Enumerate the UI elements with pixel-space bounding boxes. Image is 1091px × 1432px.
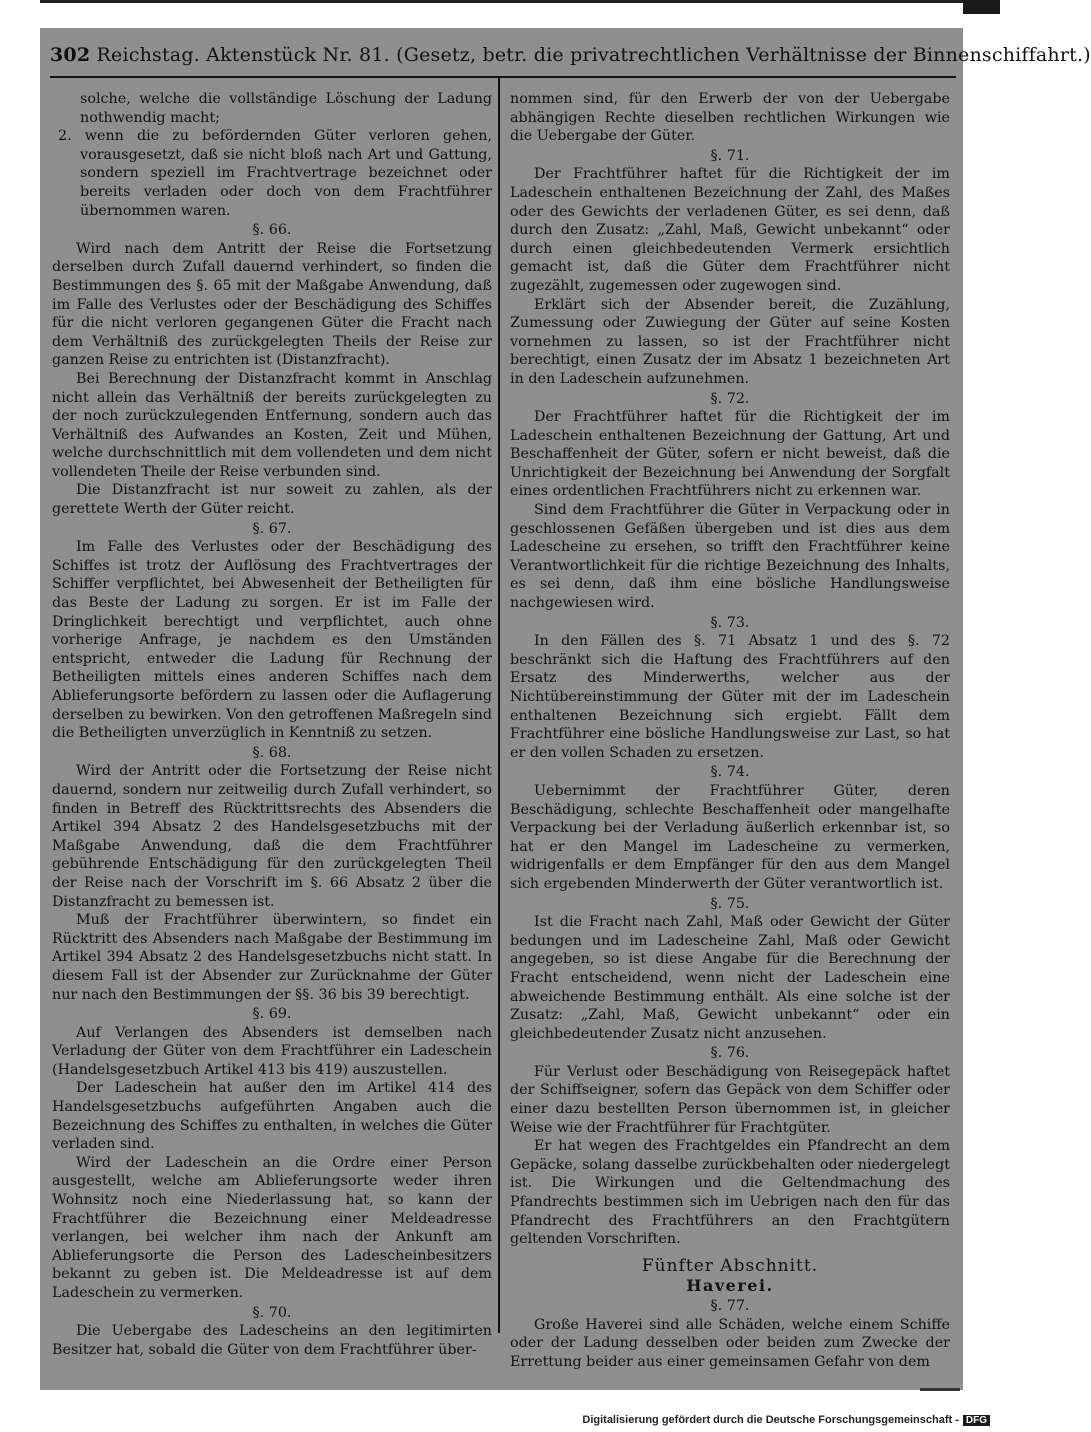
paragraph-text: Erklärt sich der Absender bereit, die Zuzählung, Zumessung oder Zuwiegung der Güter auf seine Kosten vornehmen zu lassen, so ist der Frachtführer nicht berechtigt, einen Zusatz der im Absatz 1 bezeichneten Art in den Ladeschein aufzunehmen. [510,296,950,387]
paragraph-number-77: §. 77. [710,1298,750,1314]
paragraph-text: Große Haverei sind alle Schäden, welche einem Schiffe oder der Ladung desselben oder beiden zum Zwecke der Errettung beider aus einer gemeinsamen Gefahr von dem [510,1316,950,1370]
paragraph-number-76: §. 76. [710,1045,750,1062]
paragraph-text: Er hat wegen des Frachtgeldes ein Pfandrecht an dem Gepäcke, solang dasselbe zurückbehalten oder niedergelegt ist. Die Wirkungen und die Geltendmachung des Pfandrechts bestimmen sich im Uebrigen nach den für das Pfandrecht des Frachtführers an den Frachtgütern geltenden Vorschriften. [510,1138,950,1248]
paragraph-text: Im Falle des Verlustes oder der Beschädigung des Schiffes ist trotz der Auflösung des Frachtvertrages der Schiffer verpflichtet, bei Abwesenheit der Betheiligten für das Beste der Ladung zu sorgen. Er ist im Falle der Dringlichkeit berechtigt und verpflichtet, auch ohne vorherige Anfrage, je nachdem es den Umständen entspricht, entweder die Ladung für Rechnung der Betheiligten mittels eines anderen Schiffes nach dem Ablieferungsorte befördern zu lassen oder die Auflagerung derselben zu bewirken. Von den getroffenen Maßregeln sind die Betheiligten unverzüglich in Kenntniß zu setzen. [52,539,492,742]
paragraph-text: Muß der Frachtführer überwintern, so findet ein Rücktritt des Absenders nach Maßgabe der Bestimmung im Artikel 394 Absatz 2 des Handelsgesetzbuchs nicht statt. In diesem Fall ist der Absender zur Zurücknahme der Güter nur nach den Bestimmungen der §§. 36 bis 39 berechtigt. [52,912,492,1003]
paragraph-number-66: §. 66. [252,222,292,239]
paragraph-text: Die Distanzfracht ist nur soweit zu zahlen, als der gerettete Werth der Güter reicht. [52,482,492,518]
section-subtitle: Haverei. [686,1276,774,1296]
dfg-logo: DFG [963,1415,990,1426]
paragraph-text: Sind dem Frachtführer die Güter in Verpackung oder in geschlossenen Gefäßen übergeben und ist dies aus dem Ladescheine zu ersehen, so trifft den Frachtführer keine Verantwortlichkeit für die richtige Bezeichnung des Inhalts, es sei denn, daß ihm eine bösliche Handlungsweise nachgewiesen wird. [510,502,950,612]
column-rule [498,78,500,1333]
list-item-1-tail: solche, welche die vollständige Löschung der Ladung nothwendig macht; [80,91,492,126]
paragraph-text: Auf Verlangen des Absenders ist demselben nach Verladung der Güter von dem Frachtführer ein Ladeschein (Handelsgesetzbuch Artikel 413 bis 419) auszustellen. [52,1024,492,1078]
paragraph-number-69: §. 69. [252,1006,292,1023]
digitization-credit [0,1414,990,1432]
paragraph-number-70: §. 70. [252,1304,292,1321]
page-number: 302 [50,44,91,66]
page-header [50,44,1091,74]
paragraph-text: Wird der Antritt oder die Fortsetzung der Reise nicht dauernd, sondern nur zeitweilig durch Zufall verhindert, so finden in Betreff des Rücktrittsrechts des Absenders die Artikel 394 Absatz 2 des Handelsgesetzbuchs mit der Maßgabe Anwendung, daß die dem Frachtführer gebührende Entschädigung für den zurückgelegten Theil der Reise nach der Vorschrift im §. 66 Absatz 2 über die Distanzfracht zu bemessen ist. [52,763,492,910]
paragraph-number-74: §. 74. [710,764,750,781]
paragraph-text: Der Frachtführer haftet für die Richtigkeit der im Ladeschein enthaltenen Bezeichnung der Gattung, Art und Beschaffenheit der Güter, sofern er nicht beweist, daß die Unrichtigkeit der Bezeichnung bei Anwendung der Sorgfalt eines ordentlichen Frachtführers nicht zu erkennen war. [510,409,950,500]
paragraph-text: Für Verlust oder Beschädigung von Reisegepäck haftet der Schiffseigner, sofern das Gepäck von dem Schiffer oder einer dazu bestellten Person übernommen ist, in gleicher Weise wie der Frachtführer für Frachtgüter. [510,1063,950,1136]
credit-text: Digitalisierung gefördert durch die Deutsche Forschungsgemeinschaft - [582,1414,959,1426]
corner-mark [963,0,1000,14]
paragraph-text: Der Frachtführer haftet für die Richtigkeit der im Ladeschein enthaltenen Bezeichnung der Zahl, des Maßes oder des Gewichts der verladenen Güter, es sei denn, daß durch den Zusatz: „Zahl, Maß, Gewicht unbekannt“ oder durch einen gleichbedeutenden Vermerk ersichtlich gemacht ist, daß die Güter dem Frachtführer nicht zugezählt, zugemessen oder zugewogen sind. [510,166,950,294]
paragraph-text: Der Ladeschein hat außer den im Artikel 414 des Handelsgesetzbuchs aufgeführten Angaben auch die Bezeichnung des Schiffes zu enthalten, in welches die Güter verladen sind. [52,1080,492,1153]
scan-edge-mark [920,1388,960,1391]
paragraph-text: Die Uebergabe des Ladescheins an den legitimirten Besitzer hat, sobald die Güter von dem Frachtführer über- [52,1323,492,1358]
top-edge-line [40,0,963,3]
section-title: Fünfter Abschnitt. [641,1255,819,1276]
left-column [52,90,492,1359]
paragraph-text: Wird der Ladeschein an die Ordre einer Person ausgestellt, welche am Ablieferungsorte weder ihren Wohnsitz noch eine Niederlassung hat, so kann der Frachtführer die Bezeichnung einer Meldeadresse verlangen, bei welcher ihm nach der Ankunft am Ablieferungsorte die Person des Ladescheinbesitzers bekannt zu geben ist. Die Meldeadresse ist auf dem Ladeschein zu vermerken. [52,1154,492,1301]
paragraph-number-67: §. 67. [252,520,292,537]
paragraph-number-68: §. 68. [252,744,292,761]
running-title: Reichstag. Aktenstück Nr. 81. (Gesetz, betr. die privatrechtlichen Verhältnisse der Binnenschiffahrt.) [96,44,1091,66]
paragraph-continuation: nommen sind, für den Erwerb der von der Uebergabe abhängigen Rechte dieselben rechtlichen Wirkungen wie die Uebergabe der Güter. [510,91,950,145]
paragraph-number-72: §. 72. [710,390,750,407]
paragraph-number-71: §. 71. [710,147,750,164]
paragraph-text: Bei Berechnung der Distanzfracht kommt in Anschlag nicht allein das Verhältniß der bereits zurückgelegten zu der noch zurückzulegenden Entfernung, sondern auch das Verhältniß des Aufwandes an Kosten, Zeit und Mühen, welche durchschnittlich mit dem vollendeten und dem nicht vollendeten Theile der Reise verbunden sind. [52,370,492,480]
list-item-2: 2. wenn die zu befördernden Güter verloren gehen, vorausgesetzt, daß sie nicht bloß nach Art und Gattung, sondern speziell im Frachtvertrage bezeichnet oder bereits verladen oder doch von dem Frachtführer übernommen waren. [58,128,492,219]
right-margin [968,0,1000,1432]
header-rule [50,76,956,78]
paragraph-text: Uebernimmt der Frachtführer Güter, deren Beschädigung, schlechte Beschaffenheit oder mangelhafte Verpackung bei der Verladung äußerlich erkennbar ist, so hat er den Mangel im Ladescheine zu vermerken, widrigenfalls er dem Empfänger für den aus dem Mangel sich ergebenden Minderwerth der Güter verantwortlich ist. [510,782,950,892]
paragraph-number-75: §. 75. [710,895,750,912]
paragraph-number-73: §. 73. [710,614,750,631]
paragraph-text: Wird nach dem Antritt der Reise die Fortsetzung derselben durch Zufall dauernd verhindert, so finden die Bestimmungen des §. 65 mit der Maßgabe Anwendung, daß im Falle des Verlustes oder der Beschädigung des Schiffes für die nicht verloren gegangenen Güter die Fracht nach dem Verhältniß des zurückgelegten Theils der Reise zur ganzen Reise zu entrichten ist (Distanzfracht). [52,240,492,369]
paragraph-text: In den Fällen des §. 71 Absatz 1 und des §. 72 beschränkt sich die Haftung des Frachtführers auf den Ersatz des Minderwerths, welcher aus der Nichtübereinstimmung der Güter mit der im Ladeschein enthaltenen Bezeichnung sich ergiebt. Fällt dem Frachtführer eine bösliche Handlungsweise zur Last, so hat er den vollen Schaden zu ersetzen. [510,633,950,761]
right-column [510,90,950,1371]
paragraph-text: Ist die Fracht nach Zahl, Maß oder Gewicht der Güter bedungen und im Ladescheine Zahl, Maß oder Gewicht angegeben, so ist diese Angabe für die Berechnung der Fracht entscheidend, wenn nicht der Ladeschein eine abweichende Bestimmung enthält. Als eine solche ist der Zusatz: „Zahl, Maß, Gewicht unbekannt“ oder ein gleichbedeutender Zusatz nicht anzusehen. [510,914,950,1042]
